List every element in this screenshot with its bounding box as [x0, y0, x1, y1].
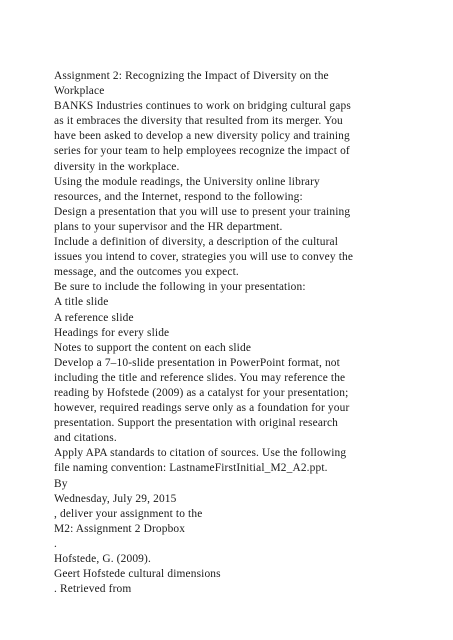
- text-line: message, and the outcomes you expect.: [54, 266, 239, 279]
- text-line: .: [54, 537, 57, 550]
- text-line: issues you intend to cover, strategies you will use to convey the: [54, 251, 354, 264]
- text-line: A reference slide: [54, 311, 134, 324]
- text-line: A title slide: [54, 296, 109, 309]
- text-line: Notes to support the content on each slide: [54, 341, 252, 354]
- text-line: Develop a 7–10-slide presentation in PowerPoint format, not: [54, 356, 340, 369]
- text-line: Be sure to include the following in your presentation:: [54, 281, 306, 294]
- text-line: series for your team to help employees recognize the impact of: [54, 145, 350, 158]
- text-line: , deliver your assignment to the: [54, 507, 203, 520]
- text-line: reading by Hofstede (2009) as a catalyst for your presentation;: [54, 386, 349, 399]
- text-line: have been asked to develop a new diversity policy and training: [54, 130, 350, 143]
- text-line: Using the module readings, the University online library: [54, 175, 320, 188]
- text-line: By: [54, 477, 68, 490]
- text-line: Geert Hofstede cultural dimensions: [54, 568, 221, 581]
- text-line: Include a definition of diversity, a description of the cultural: [54, 236, 339, 249]
- text-line: . Retrieved from: [54, 583, 132, 596]
- text-line: Assignment 2: Recognizing the Impact of Diversity on the: [54, 70, 329, 82]
- text-line: Apply APA standards to citation of sources. Use the following: [54, 447, 347, 460]
- text-line: Hofstede, G. (2009).: [54, 553, 151, 565]
- text-line: as it embraces the diversity that resulted from its merger. You: [54, 115, 343, 128]
- text-line: presentation. Support the presentation with original research: [54, 417, 339, 430]
- text-line: diversity in the workplace.: [54, 160, 180, 173]
- text-line: BANKS Industries continues to work on bridging cultural gaps: [54, 100, 351, 113]
- text-line: however, required readings serve only as a foundation for your: [54, 402, 350, 415]
- text-line: plans to your supervisor and the HR department.: [54, 220, 283, 233]
- text-line: Design a presentation that you will use to present your training: [54, 205, 351, 218]
- text-line: including the title and reference slides. You may reference the: [54, 371, 346, 384]
- text-line: file naming convention: LastnameFirstInitial_M2_A2.ppt.: [54, 462, 328, 475]
- text-line: resources, and the Internet, respond to the following:: [54, 190, 303, 203]
- text-line: M2: Assignment 2 Dropbox: [54, 522, 186, 535]
- text-line: Headings for every slide: [54, 326, 170, 339]
- text-line: Workplace: [54, 85, 105, 98]
- text-line: and citations.: [54, 432, 117, 445]
- text-line: Wednesday, July 29, 2015: [54, 492, 177, 505]
